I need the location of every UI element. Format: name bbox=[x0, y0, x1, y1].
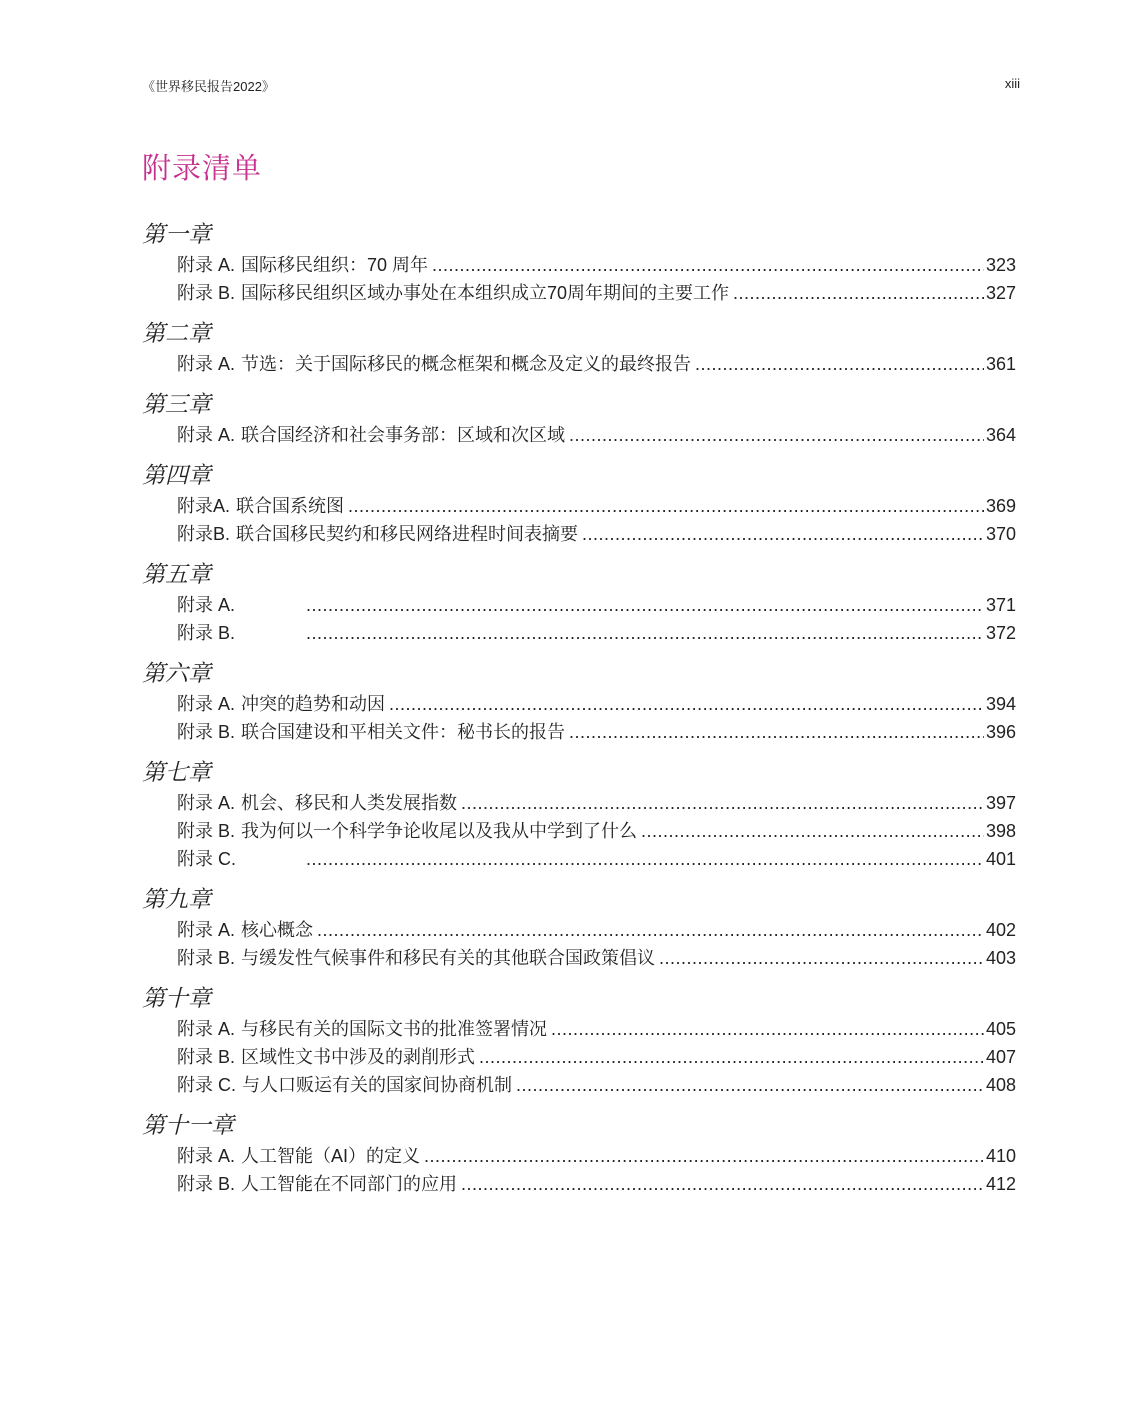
page-title: 附录清单 bbox=[142, 153, 263, 185]
page-reference: 394 bbox=[985, 694, 1016, 714]
toc-entry[interactable] bbox=[142, 421, 1016, 449]
dot-leader bbox=[348, 492, 984, 520]
appendix-title: 核心概念 bbox=[241, 920, 314, 940]
toc-entry[interactable] bbox=[142, 251, 1016, 279]
appendix-label: 附录 A. bbox=[177, 425, 236, 445]
appendix-title: 国际移民组织：70 周年 bbox=[241, 255, 429, 275]
dot-leader bbox=[516, 1071, 984, 1099]
page-reference: 398 bbox=[985, 821, 1016, 841]
dot-leader bbox=[461, 789, 984, 817]
toc-entry[interactable] bbox=[142, 520, 1016, 548]
toc-entry[interactable] bbox=[142, 845, 1016, 873]
dot-leader bbox=[733, 279, 984, 307]
appendix-label: 附录A. bbox=[177, 496, 231, 516]
page-reference: 397 bbox=[985, 793, 1016, 813]
toc-entry[interactable] bbox=[142, 1170, 1016, 1198]
chapter-title: 第二章 bbox=[142, 321, 211, 347]
appendix-title: 联合国移民契约和移民网络进程时间表摘要 bbox=[236, 524, 579, 544]
appendix-label: 附录 A. bbox=[177, 354, 236, 374]
chapter-section bbox=[142, 757, 1016, 873]
appendix-label: 附录 C. bbox=[177, 1075, 237, 1095]
running-header bbox=[142, 76, 1020, 96]
dot-leader bbox=[424, 1142, 984, 1170]
appendix-label: 附录 B. bbox=[177, 1047, 236, 1067]
dot-leader bbox=[461, 1170, 984, 1198]
toc-entry[interactable] bbox=[142, 1071, 1016, 1099]
dot-leader bbox=[389, 690, 984, 718]
appendix-title: 与移民有关的国际文书的批准签署情况 bbox=[241, 1019, 548, 1039]
appendix-title: 区域性文书中涉及的剥削形式 bbox=[241, 1047, 476, 1067]
chapter-title: 第七章 bbox=[142, 760, 211, 786]
appendix-title: 联合国经济和社会事务部：区域和次区域 bbox=[241, 425, 566, 445]
appendix-title: 冲突的趋势和动因 bbox=[241, 694, 386, 714]
dot-leader bbox=[641, 817, 984, 845]
page-reference: 327 bbox=[985, 283, 1016, 303]
chapter-section bbox=[142, 658, 1016, 746]
dot-leader bbox=[659, 944, 984, 972]
toc-entry[interactable] bbox=[142, 591, 1016, 619]
toc-entry[interactable] bbox=[142, 1015, 1016, 1043]
appendix-title: 与缓发性气候事件和移民有关的其他联合国政策倡议 bbox=[241, 948, 656, 968]
toc-entry[interactable] bbox=[142, 718, 1016, 746]
toc-entry[interactable] bbox=[142, 1142, 1016, 1170]
chapter-title: 第六章 bbox=[142, 661, 211, 687]
appendix-label: 附录 B. bbox=[177, 821, 236, 841]
page-reference: 369 bbox=[985, 496, 1016, 516]
chapter-title: 第九章 bbox=[142, 887, 211, 913]
book-title: 《世界移民报告2022》 bbox=[142, 79, 275, 94]
page-reference: 401 bbox=[985, 849, 1016, 869]
dot-leader bbox=[569, 421, 984, 449]
chapter-title: 第四章 bbox=[142, 463, 211, 489]
chapter-section bbox=[142, 1110, 1016, 1198]
page-reference: 407 bbox=[985, 1047, 1016, 1067]
page-reference: 364 bbox=[985, 425, 1016, 445]
page-reference: 410 bbox=[985, 1146, 1016, 1166]
page-reference: 361 bbox=[985, 354, 1016, 374]
chapter-title: 第三章 bbox=[142, 392, 211, 418]
page-reference: 402 bbox=[985, 920, 1016, 940]
appendix-title: 机会、移民和人类发展指数 bbox=[241, 793, 458, 813]
page-reference: 403 bbox=[985, 948, 1016, 968]
page-reference: 371 bbox=[985, 595, 1016, 615]
appendix-label: 附录 A. bbox=[177, 1146, 236, 1166]
appendix-title: 联合国系统图 bbox=[236, 496, 345, 516]
appendix-title: 节选：关于国际移民的概念框架和概念及定义的最终报告 bbox=[241, 354, 692, 374]
toc-entry[interactable] bbox=[142, 944, 1016, 972]
appendix-label: 附录 B. bbox=[177, 722, 236, 742]
toc-entry[interactable] bbox=[142, 690, 1016, 718]
table-of-contents bbox=[142, 219, 1016, 1209]
toc-entry[interactable] bbox=[142, 492, 1016, 520]
appendix-label: 附录 A. bbox=[177, 595, 236, 615]
appendix-title: 人工智能（AI）的定义 bbox=[241, 1146, 421, 1166]
appendix-title: 人工智能在不同部门的应用 bbox=[241, 1174, 458, 1194]
dot-leader bbox=[306, 845, 984, 873]
appendix-label: 附录 A. bbox=[177, 255, 236, 275]
page-reference: 323 bbox=[985, 255, 1016, 275]
page-number: xiii bbox=[1004, 76, 1020, 91]
toc-entry[interactable] bbox=[142, 1043, 1016, 1071]
toc-entry[interactable] bbox=[142, 279, 1016, 307]
toc-entry[interactable] bbox=[142, 350, 1016, 378]
chapter-section bbox=[142, 559, 1016, 647]
page-reference: 396 bbox=[985, 722, 1016, 742]
chapter-section bbox=[142, 389, 1016, 449]
toc-entry[interactable] bbox=[142, 817, 1016, 845]
dot-leader bbox=[432, 251, 984, 279]
page-reference: 405 bbox=[985, 1019, 1016, 1039]
dot-leader bbox=[479, 1043, 984, 1071]
appendix-title: 国际移民组织区域办事处在本组织成立70周年期间的主要工作 bbox=[241, 283, 730, 303]
dot-leader bbox=[551, 1015, 984, 1043]
page-reference: 370 bbox=[985, 524, 1016, 544]
appendix-label: 附录 B. bbox=[177, 623, 236, 643]
appendix-label: 附录B. bbox=[177, 524, 231, 544]
appendix-label: 附录 A. bbox=[177, 1019, 236, 1039]
appendix-label: 附录 A. bbox=[177, 793, 236, 813]
toc-entry[interactable] bbox=[142, 619, 1016, 647]
chapter-section bbox=[142, 318, 1016, 378]
appendix-label: 附录 A. bbox=[177, 920, 236, 940]
dot-leader bbox=[306, 591, 984, 619]
dot-leader bbox=[306, 619, 984, 647]
chapter-section bbox=[142, 460, 1016, 548]
dot-leader bbox=[569, 718, 984, 746]
appendix-title: 与人口贩运有关的国家间协商机制 bbox=[242, 1075, 513, 1095]
page-reference: 372 bbox=[985, 623, 1016, 643]
chapter-section bbox=[142, 219, 1016, 307]
appendix-title: 联合国建设和平相关文件：秘书长的报告 bbox=[241, 722, 566, 742]
appendix-label: 附录 B. bbox=[177, 1174, 236, 1194]
chapter-section bbox=[142, 884, 1016, 972]
appendix-label: 附录 B. bbox=[177, 948, 236, 968]
dot-leader bbox=[317, 916, 984, 944]
chapter-title: 第五章 bbox=[142, 562, 211, 588]
appendix-label: 附录 C. bbox=[177, 849, 237, 869]
chapter-section bbox=[142, 983, 1016, 1099]
toc-entry[interactable] bbox=[142, 789, 1016, 817]
appendix-title: 我为何以一个科学争论收尾以及我从中学到了什么 bbox=[241, 821, 638, 841]
dot-leader bbox=[695, 350, 984, 378]
page-reference: 408 bbox=[985, 1075, 1016, 1095]
chapter-title: 第一章 bbox=[142, 222, 211, 248]
appendix-label: 附录 B. bbox=[177, 283, 236, 303]
page-reference: 412 bbox=[985, 1174, 1016, 1194]
chapter-title: 第十一章 bbox=[142, 1113, 234, 1139]
dot-leader bbox=[582, 520, 984, 548]
toc-entry[interactable] bbox=[142, 916, 1016, 944]
appendix-label: 附录 A. bbox=[177, 694, 236, 714]
chapter-title: 第十章 bbox=[142, 986, 211, 1012]
